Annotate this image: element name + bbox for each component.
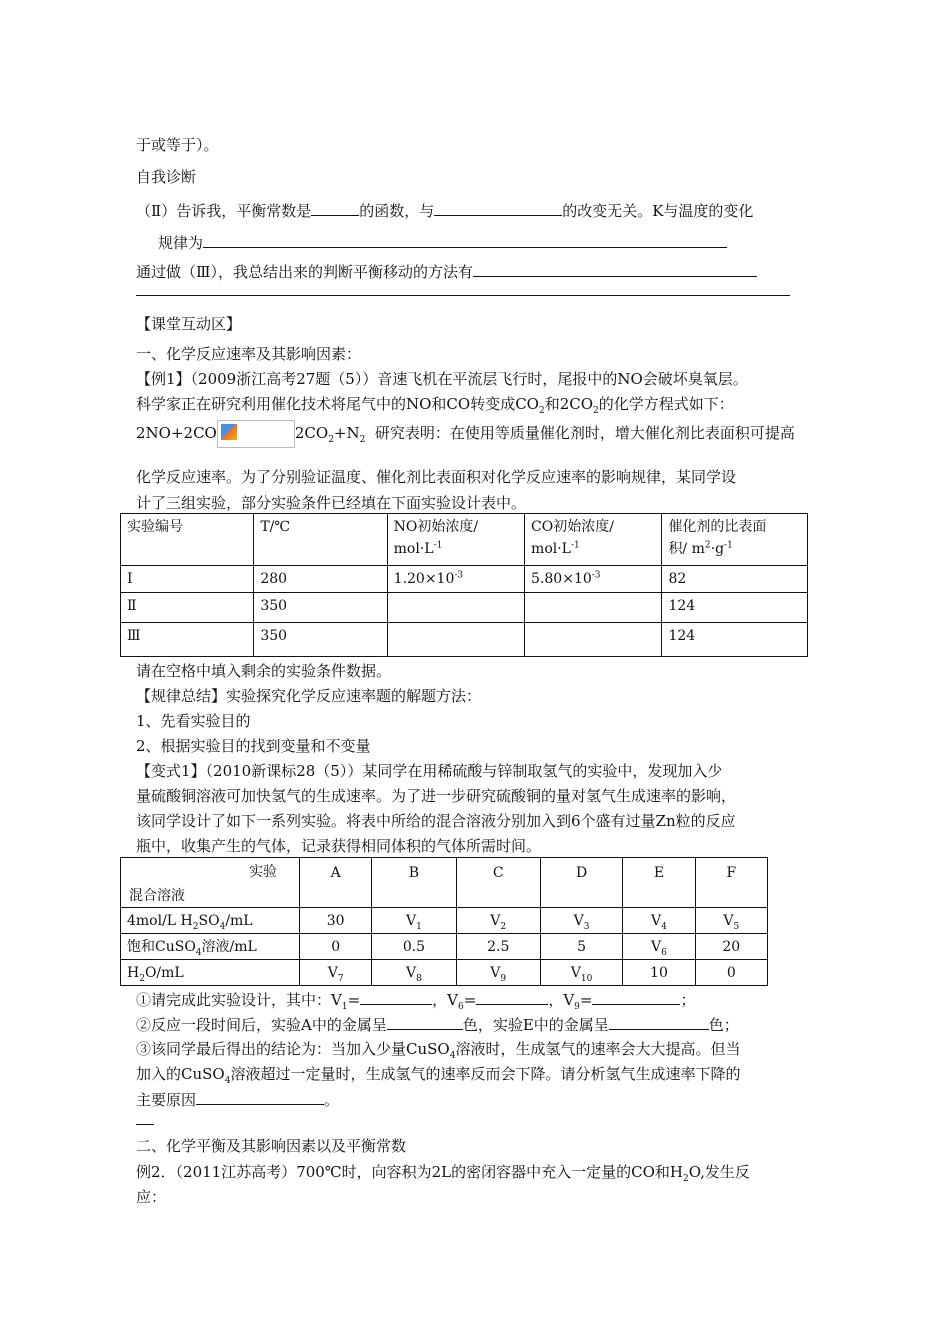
corner-label-top: 实验: [249, 864, 277, 880]
blank-field[interactable]: [203, 232, 727, 248]
text-line: 请在空格中填入剩余的实验条件数据。: [136, 662, 392, 680]
text-line: 计了三组实验，部分实验条件已经填在下面实验设计表中。: [136, 494, 527, 512]
blank-field[interactable]: [592, 989, 680, 1005]
table-cell: $V_9$: [456, 960, 540, 986]
table-cell: 82: [662, 566, 808, 593]
table-cell: $V_5$: [695, 908, 767, 934]
rule-item: 2、根据实验目的找到变量和不变量: [136, 737, 371, 755]
question-3: 加入的CuSO$_4$溶液超过一定量时，生成氢气的速率反而会下降。请分析氢气生成速率下降的: [136, 1065, 741, 1086]
blank-field[interactable]: [476, 989, 548, 1005]
table-header: T/℃: [254, 514, 387, 566]
rule-item: 1、先看实验目的: [136, 712, 251, 730]
section-title: 一、化学反应速率及其影响因素：: [136, 345, 362, 363]
table-cell: $1.20\times 10^{-3}$: [387, 566, 524, 593]
table-cell: $V_4$: [623, 908, 695, 934]
table-cell: 30: [300, 908, 372, 934]
text-line: 于或等于）。: [136, 136, 219, 154]
row-label: $H_2O/mL$: [121, 960, 300, 986]
question-2: ②反应一段时间后，实验A中的金属呈 色，实验E中的金属呈 色；: [136, 1016, 739, 1034]
broken-image-icon: [217, 420, 295, 448]
blank-field[interactable]: [434, 200, 562, 216]
blank-field[interactable]: [609, 1014, 709, 1030]
table-cell: 0: [695, 960, 767, 986]
self-diagnosis-heading: 自我诊断: [136, 168, 197, 186]
experiment-table-1: [120, 513, 808, 657]
table-cell: $V_6$: [623, 934, 695, 960]
column-header: F: [695, 858, 767, 908]
answer-line[interactable]: [136, 295, 790, 296]
table-cell: Ⅱ: [121, 593, 254, 623]
table-header: 实验编号: [121, 514, 254, 566]
example-1-line: 【例1】（2009浙江高考27题（5））音速飞机在平流层飞行时，尾报中的NO会破坏臭氧层。: [136, 370, 748, 388]
question-1: ①请完成此实验设计，其中：$V_1=$ ，$V_6=$ ，$V_9=$ ；: [136, 991, 696, 1012]
column-header: D: [540, 858, 622, 908]
table-cell: $5.80\times 10^{-3}$: [525, 566, 662, 593]
table-cell-blank[interactable]: [525, 623, 662, 657]
question-3: 主要原因 。: [136, 1091, 340, 1109]
column-header: E: [623, 858, 695, 908]
short-rule: [136, 1124, 154, 1125]
table-cell: 0.5: [372, 934, 456, 960]
section-title: 二、化学平衡及其影响因素以及平衡常数: [136, 1137, 407, 1155]
column-header: B: [372, 858, 456, 908]
table-cell: 350: [254, 593, 387, 623]
table-cell: $V_1$: [372, 908, 456, 934]
table-cell: 20: [695, 934, 767, 960]
question-3: ③该同学最后得出的结论为：当加入少量CuSO$_4$溶液时，生成氢气的速率会大大提高。但当: [136, 1040, 741, 1061]
table-cell: 5: [540, 934, 622, 960]
variant-1-line: 该同学设计了如下一系列实验。将表中所给的混合溶液分别加入到6个盛有过量Zn粒的反应: [136, 812, 736, 830]
table-cell: $V_3$: [540, 908, 622, 934]
blank-field[interactable]: [387, 1014, 463, 1030]
table-cell: 0: [300, 934, 372, 960]
table-cell-blank[interactable]: [387, 593, 524, 623]
variant-1-line: 量硫酸铜溶液可加快氢气的生成速率。为了进一步研究硫酸铜的量对氢气生成速率的影响，: [136, 787, 737, 805]
corner-label-bottom: 混合溶液: [129, 888, 185, 904]
example-1-line: 科学家正在研究利用催化技术将尾气中的NO和CO转变成$CO_2$和$2CO_2$的化学方程式如下：: [136, 395, 734, 416]
table-cell: Ⅰ: [121, 566, 254, 593]
text-line: （Ⅱ）告诉我，平衡常数是 的函数，与 的改变无关。K与温度的变化: [136, 202, 754, 220]
table-cell: 10: [623, 960, 695, 986]
table-header: CO初始浓度/ $mol\cdot L^{-1}$: [525, 514, 662, 566]
table-corner-cell: [121, 858, 300, 908]
equation-line: 2NO+2CO $2CO_2+N_2$ 研究表明：在使用等质量催化剂时，增大催化剂比表面积可提高: [136, 420, 795, 448]
blank-field[interactable]: [360, 989, 432, 1005]
table-cell: Ⅲ: [121, 623, 254, 657]
table-cell: $V_{10}$: [540, 960, 622, 986]
example-2-line: 应：: [136, 1188, 167, 1206]
table-cell-blank[interactable]: [387, 623, 524, 657]
text-line: 通过做（Ⅲ），我总结出来的判断平衡移动的方法有: [136, 261, 757, 282]
example-2-line: 例2．（2011江苏高考）700℃时，向容积为2L的密闭容器中充入一定量的CO和$H_2O$,发生反: [136, 1163, 750, 1184]
text-line: 规律为: [158, 232, 727, 253]
rule-summary: 【规律总结】实验探究化学反应速率题的解题方法：: [136, 687, 482, 705]
table-header: 催化剂的比表面 积/ $m^2\cdot g^{-1}$: [662, 514, 808, 566]
blank-field[interactable]: [196, 1089, 324, 1105]
table-cell: $V_8$: [372, 960, 456, 986]
experiment-table-2: [120, 857, 768, 986]
table-cell: 124: [662, 593, 808, 623]
section-heading: 【课堂互动区】: [136, 315, 242, 333]
table-cell: 124: [662, 623, 808, 657]
table-cell: $V_2$: [456, 908, 540, 934]
table-cell: 280: [254, 566, 387, 593]
table-cell-blank[interactable]: [525, 593, 662, 623]
table-cell: $V_7$: [300, 960, 372, 986]
blank-field[interactable]: [473, 261, 757, 277]
text-line: 化学反应速率。为了分别验证温度、催化剂比表面积对化学反应速率的影响规律，某同学设: [136, 468, 737, 486]
column-header: A: [300, 858, 372, 908]
table-header: NO初始浓度/ $mol\cdot L^{-1}$: [387, 514, 524, 566]
table-cell: 350: [254, 623, 387, 657]
variant-1-line: 瓶中，收集产生的气体，记录获得相同体积的气体所需时间。: [136, 837, 542, 855]
variant-1-line: 【变式1】（2010新课标28（5））某同学在用稀硫酸与锌制取氢气的实验中，发现加入少: [136, 762, 723, 780]
blank-field[interactable]: [311, 200, 359, 216]
row-label: 饱和CuSO$_4$溶液/mL: [121, 934, 300, 960]
table-cell: 2.5: [456, 934, 540, 960]
column-header: C: [456, 858, 540, 908]
row-label: 4mol/L $H_2SO_4/mL$: [121, 908, 300, 934]
